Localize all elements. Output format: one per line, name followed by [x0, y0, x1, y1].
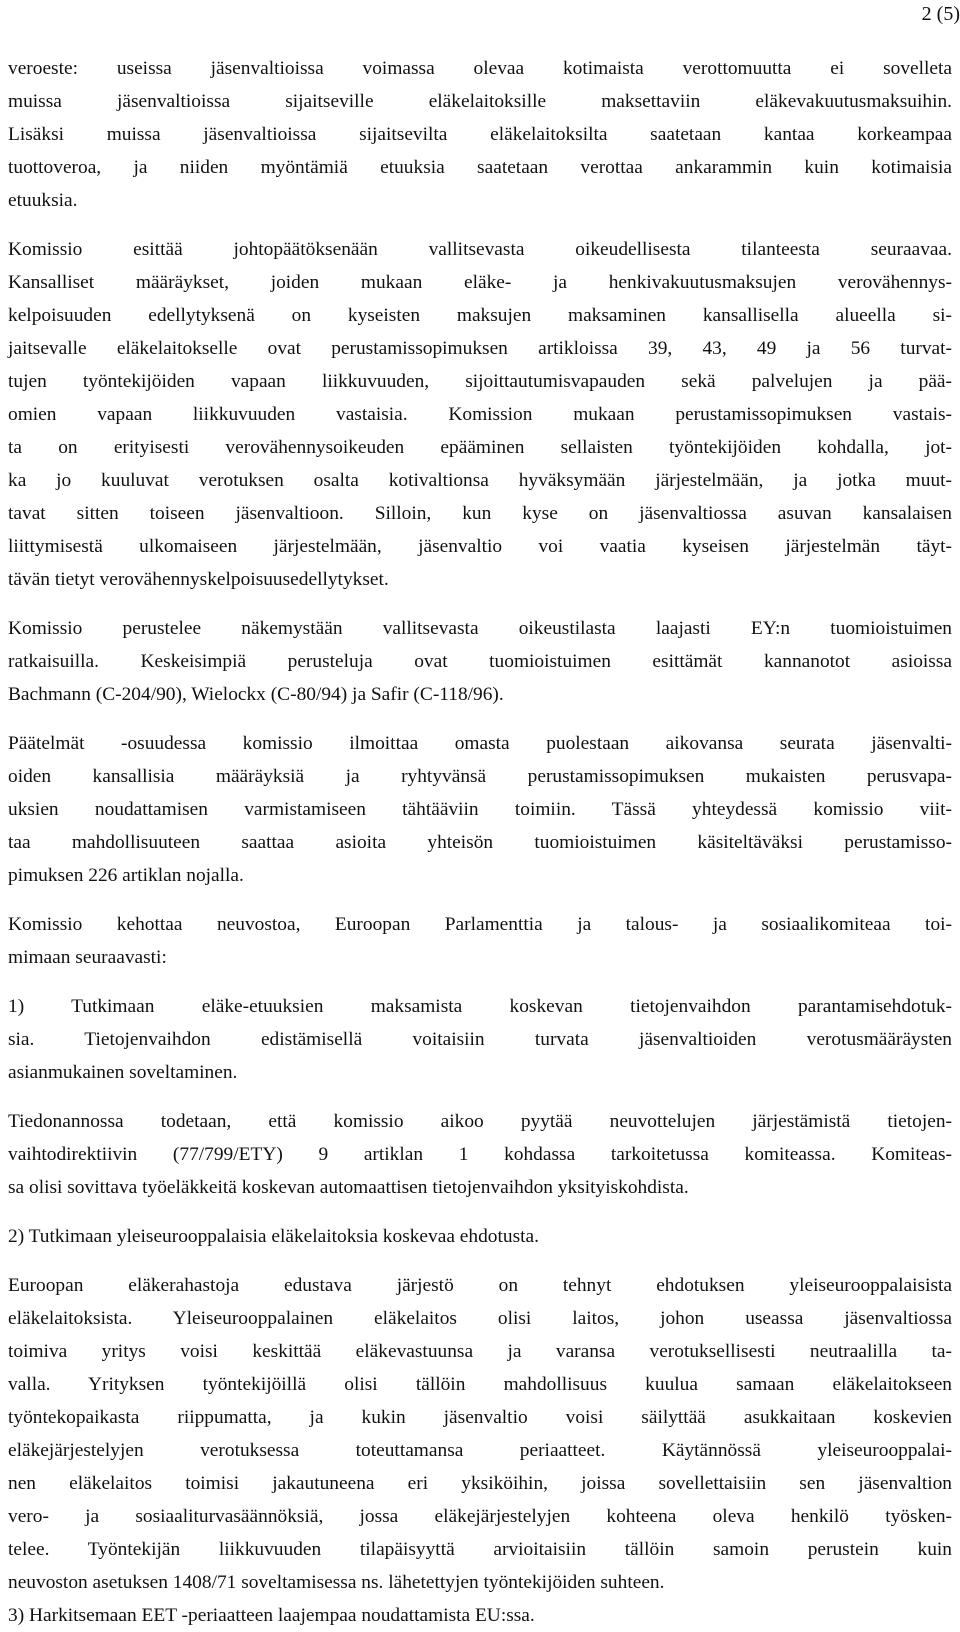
text-line: Päätelmät -osuudessa komissio ilmoittaa omasta puolestaan aikovansa seurata jäsenvalti-: [8, 733, 952, 754]
text-line: Komissio perustelee näkemystään vallitsevasta oikeustilasta laajasti EY:n tuomioistuimen: [8, 618, 952, 639]
text-line: vaihtodirektiivin (77/799/ETY) 9 artiklan 1 kohdassa tarkoitetussa komiteassa. Komiteas-: [8, 1144, 952, 1165]
text-line: kelpoisuuden edellytyksenä on kyseisten maksujen maksaminen kansallisella alueella si-: [8, 305, 952, 326]
text-line: Euroopan eläkerahastoja edustava järjestö on tehnyt ehdotuksen yleiseurooppalaisista: [8, 1275, 952, 1296]
text-line: tavat sitten toiseen jäsenvaltioon. Silloin, kun kyse on jäsenvaltiossa asuvan kansalaisen: [8, 503, 952, 524]
text-line: etuuksia.: [8, 190, 78, 211]
text-line: 1) Tutkimaan eläke-etuuksien maksamista koskevan tietojenvaihdon parantamisehdotuk-: [8, 996, 952, 1017]
text-line: toimiva yritys voisi keskittää eläkevastuunsa ja varansa verotuksellisesti neutraalilla ta-: [8, 1341, 952, 1362]
text-line: Komissio kehottaa neuvostoa, Euroopan Parlamenttia ja talous- ja sosiaalikomiteaa toi-: [8, 914, 952, 935]
text-line: oiden kansallisia määräyksiä ja ryhtyvänsä perustamissopimuksen mukaisten perusvapa-: [8, 766, 952, 787]
text-line: 2) Tutkimaan yleiseurooppalaisia eläkelaitoksia koskevaa ehdotusta.: [8, 1226, 539, 1247]
page-number: 2 (5): [921, 3, 960, 25]
text-line: Tiedonannossa todetaan, että komissio aikoo pyytää neuvottelujen järjestämistä tietojen-: [8, 1111, 952, 1132]
text-line: liittymisestä ulkomaiseen järjestelmään, jäsenvaltio voi vaatia kyseisen järjestelmän täyt-: [8, 536, 952, 557]
text-line: vero- ja sosiaaliturvasäännöksiä, jossa eläkejärjestelyjen kohteena oleva henkilö työsken-: [8, 1506, 952, 1527]
text-line: muissa jäsenvaltioissa sijaitseville eläkelaitoksille maksettaviin eläkevakuutusmaksuihin.: [8, 91, 952, 112]
text-line: ratkaisuilla. Keskeisimpiä perusteluja ovat tuomioistuimen esittämät kannanotot asioissa: [8, 651, 952, 672]
text-line: eläkelaitoksista. Yleiseurooppalainen eläkelaitos olisi laitos, johon useassa jäsenvaltiossa: [8, 1308, 952, 1329]
text-line: eläkejärjestelyjen verotuksessa toteuttamansa periaatteet. Käytännössä yleiseurooppalai-: [8, 1440, 952, 1461]
text-line: pimuksen 226 artiklan nojalla.: [8, 865, 244, 886]
text-line: tujen työntekijöiden vapaan liikkuvuuden, sijoittautumisvapauden sekä palvelujen ja pää-: [8, 371, 952, 392]
text-line: Komissio esittää johtopäätöksenään vallitsevasta oikeudellisesta tilanteesta seuraavaa.: [8, 239, 952, 260]
text-line: taa mahdollisuuteen saattaa asioita yhteisön tuomioistuimen käsiteltäväksi perustamisso-: [8, 832, 952, 853]
text-line: asianmukainen soveltaminen.: [8, 1062, 238, 1083]
text-line: nen eläkelaitos toimisi jakautuneena eri yksiköihin, joissa sovellettaisiin sen jäsenvaltion: [8, 1473, 952, 1494]
text-line: ta on erityisesti verovähennysoikeuden epääminen sellaisten työntekijöiden kohdalla, jot-: [8, 437, 952, 458]
text-line: neuvoston asetuksen 1408/71 soveltamisessa ns. lähetettyjen työntekijöiden suhteen.: [8, 1572, 665, 1593]
text-line: Bachmann (C-204/90), Wielockx (C-80/94) ja Safir (C-118/96).: [8, 684, 504, 705]
text-line: jaitsevalle eläkelaitokselle ovat perustamissopimuksen artikloissa 39, 43, 49 ja 56 turvat-: [8, 338, 952, 359]
text-line: valla. Yrityksen työntekijöillä olisi tällöin mahdollisuus kuulua samaan eläkelaitokseen: [8, 1374, 952, 1395]
text-line: sia. Tietojenvaihdon edistämisellä voitaisiin turvata jäsenvaltioiden verotusmääräysten: [8, 1029, 952, 1050]
text-line: työntekopaikasta riippumatta, ja kukin jäsenvaltio voisi säilyttää asukkaitaan koskevien: [8, 1407, 952, 1428]
text-line: tuottoveroa, ja niiden myöntämiä etuuksia saatetaan verottaa ankarammin kuin kotimaisia: [8, 157, 952, 178]
text-line: uksien noudattamisen varmistamiseen tähtääviin toimiin. Tässä yhteydessä komissio viit-: [8, 799, 952, 820]
text-line: mimaan seuraavasti:: [8, 947, 167, 968]
text-line: veroeste: useissa jäsenvaltioissa voimassa olevaa kotimaista verottomuutta ei sovelleta: [8, 58, 952, 79]
text-line: Lisäksi muissa jäsenvaltioissa sijaitsevilta eläkelaitoksilta saatetaan kantaa korkeampaa: [8, 124, 952, 145]
text-line: ka jo kuuluvat verotuksen osalta kotivaltionsa hyväksymään järjestelmään, ja jotka muut-: [8, 470, 952, 491]
text-line: telee. Työntekijän liikkuvuuden tilapäisyyttä arvioitaisiin tällöin samoin perustein kuin: [8, 1539, 952, 1560]
text-line: 3) Harkitsemaan EET -periaatteen laajempaa noudattamista EU:ssa.: [8, 1605, 535, 1626]
text-line: omien vapaan liikkuvuuden vastaisia. Komission mukaan perustamissopimuksen vastais-: [8, 404, 952, 425]
text-line: Kansalliset määräykset, joiden mukaan eläke- ja henkivakuutusmaksujen verovähennys-: [8, 272, 952, 293]
text-line: sa olisi sovittava työeläkkeitä koskevan automaattisen tietojenvaihdon yksityiskohdista.: [8, 1177, 689, 1198]
text-line: tävän tietyt verovähennyskelpoisuusedellytykset.: [8, 569, 389, 590]
